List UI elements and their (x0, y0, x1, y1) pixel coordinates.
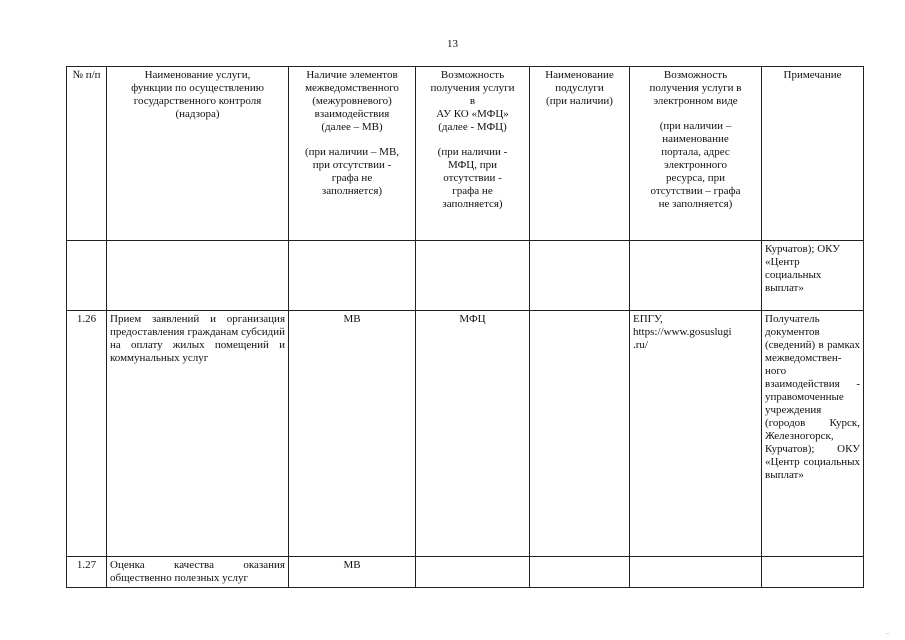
table-row (67, 311, 864, 557)
row-subservice (530, 557, 630, 588)
row-mfc: МФЦ (416, 311, 530, 557)
header-note: Примечание (762, 67, 864, 241)
services-table (66, 66, 864, 588)
table-row (67, 557, 864, 588)
row-number: 1.26 (67, 311, 107, 557)
page-number: 13 (447, 38, 458, 50)
row-mfc (416, 241, 530, 311)
row-electronic: ЕПГУ, https://www.gosuslugi .ru/ (630, 311, 762, 557)
row-mv: МВ (289, 311, 416, 557)
table-row (67, 241, 864, 311)
row-electronic (630, 241, 762, 311)
header-mv: Наличие элементов межведомственного (межуровневого) взаимодействия (далее – МВ) (при наличии – МВ, при отсутствии - графа не заполняется) (289, 67, 416, 241)
row-number (67, 241, 107, 311)
header-subservice: Наименование подуслуги (при наличии) (530, 67, 630, 241)
row-service-name: Прием заявлений и организация предоставления гражданам субсидий на оплату жилых помещений и коммунальных услуг (107, 311, 289, 557)
row-service-name: Оценка качества оказания общественно полезных услуг (107, 557, 289, 588)
row-mfc (416, 557, 530, 588)
scan-mark: .. (885, 628, 889, 636)
row-service-name (107, 241, 289, 311)
header-electronic: Возможность получения услуги в электронном виде (при наличии – наименование портала, адрес электронного ресурса, при отсутствии – графа не заполняется) (630, 67, 762, 241)
row-subservice (530, 311, 630, 557)
row-note: Получатель документов (сведений) в рамках межведомствен-ного взаимодействия - управомоченные учреждения (городов Курск, Железногорск, Курчатов); ОКУ «Центр социальных выплат» (762, 311, 864, 557)
header-mfc: Возможность получения услуги в АУ КО «МФЦ» (далее - МФЦ) (при наличии - МФЦ, при отсутствии - графа не заполняется) (416, 67, 530, 241)
header-number: № п/п (67, 67, 107, 241)
row-mv: МВ (289, 557, 416, 588)
row-subservice (530, 241, 630, 311)
row-electronic (630, 557, 762, 588)
row-number: 1.27 (67, 557, 107, 588)
row-mv (289, 241, 416, 311)
row-note (762, 557, 864, 588)
table-header-row (67, 67, 864, 241)
row-note: Курчатов); ОКУ «Центр социальных выплат» (762, 241, 864, 311)
header-service-name: Наименование услуги, функции по осуществлению государственного контроля (надзора) (107, 67, 289, 241)
